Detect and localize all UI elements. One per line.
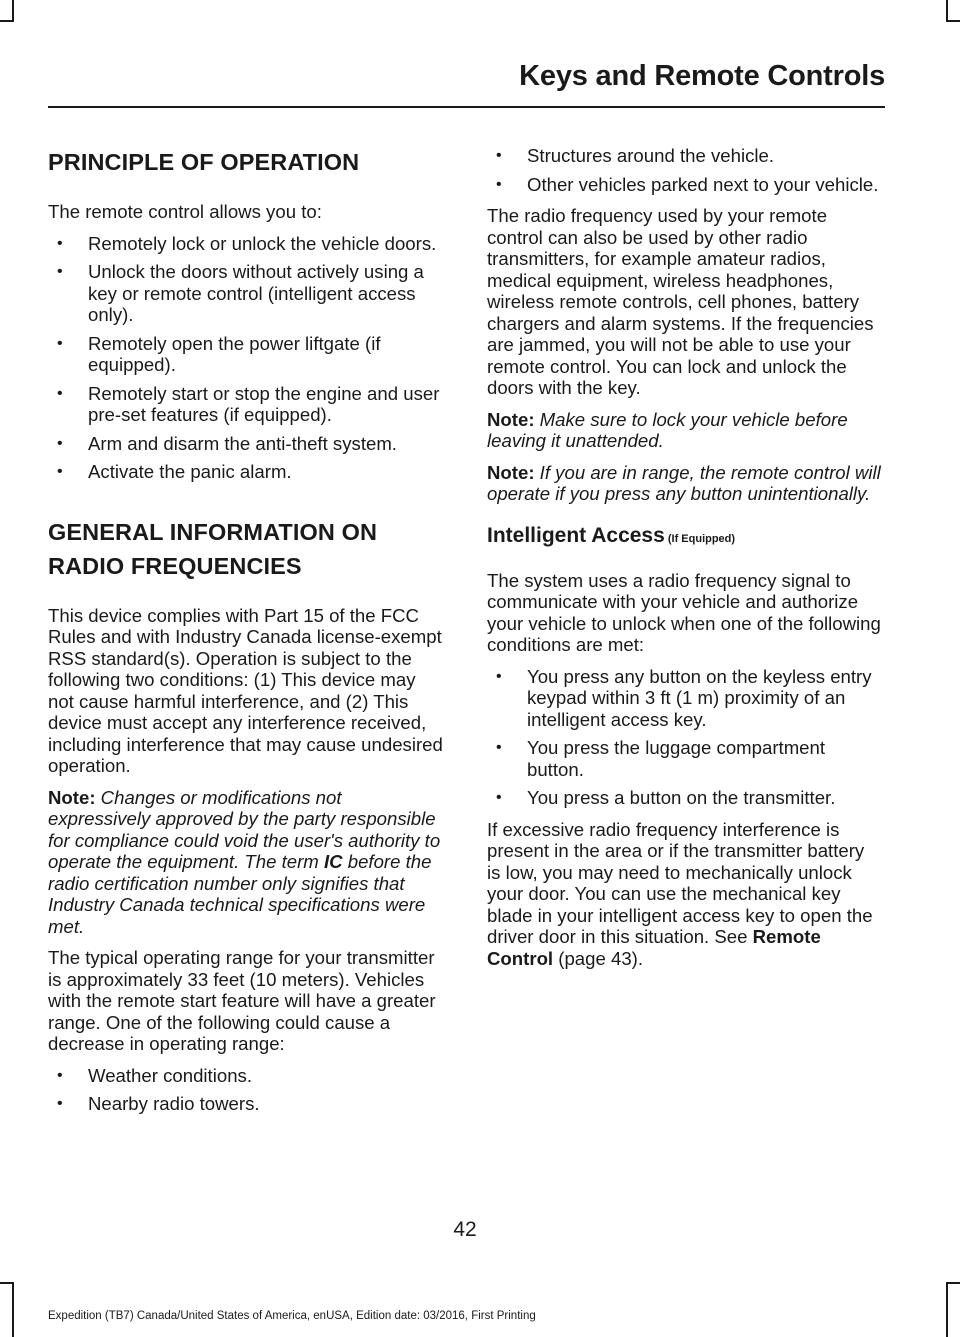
page-title: Keys and Remote Controls	[519, 60, 885, 92]
crop-mark-top-right-h	[946, 20, 960, 22]
list-item: • Unlock the doors without actively using a key or remote control (intelligent access only).	[48, 261, 446, 326]
excessive-interference-paragraph	[487, 819, 882, 970]
note-label: Note:	[487, 408, 535, 430]
header-rule	[48, 106, 885, 108]
crop-mark-top-left-h	[0, 20, 14, 22]
radio-frequency-paragraph: The radio frequency used by your remote control can also be used by other radio transmitters, for example amateur radios, medical equipment, wireless headphones, wireless remote controls, cell phones, battery chargers and alarm systems. If the frequencies are jammed, you will not be able to use your remote control. You can lock and unlock the doors with the key.	[487, 205, 874, 398]
range-factors-list	[48, 1065, 446, 1115]
paragraph-text-a: If excessive radio frequency interference is present in the area or if the transmitter battery is low, you may need to mechanically unlock your door. You can use the mechanical key blade in your intelligent access key to open the driver door in this situation. See	[487, 818, 873, 947]
list-item: • You press the luggage compartment button.	[487, 737, 882, 780]
heading-general-information	[48, 515, 446, 583]
note-text-b: before the radio certification number only signifies that Industry Canada technical specifications were met.	[48, 851, 432, 937]
heading-intelligent-access	[487, 523, 882, 552]
heading-principle-of-operation: PRINCIPLE OF OPERATION	[48, 149, 360, 175]
system-paragraph: The system uses a radio frequency signal to communicate with your vehicle and authorize your vehicle to unlock when one of the following conditions are met:	[487, 569, 881, 655]
remote-control-link[interactable]: Remote Control	[487, 926, 821, 969]
note-label: Note:	[487, 461, 535, 483]
list-item: • You press a button on the transmitter.	[487, 787, 882, 809]
right-column	[487, 145, 882, 979]
heading-qualifier: (If Equipped)	[664, 532, 736, 545]
fcc-paragraph: This device complies with Part 15 of the FCC Rules and with Industry Canada license-exempt RSS standard(s). Operation is subject to the following two conditions: (1) This device may not cause harmful interference, and (2) This device must accept any interference received, including interference that may cause undesired operation.	[48, 604, 443, 776]
list-item: • Arm and disarm the anti-theft system.	[48, 433, 446, 455]
paragraph-text-b: (page 43).	[553, 947, 644, 969]
unlock-conditions-list	[487, 666, 882, 809]
note-changes	[48, 787, 446, 938]
crop-mark-bottom-left-v	[12, 1282, 14, 1337]
list-item: • Nearby radio towers.	[48, 1093, 446, 1115]
note-range	[487, 462, 882, 505]
remote-features-list	[48, 233, 446, 483]
crop-mark-bottom-right-h	[946, 1282, 960, 1284]
crop-mark-bottom-right-v	[946, 1282, 948, 1337]
heading-line-2: RADIO FREQUENCIES	[48, 552, 302, 579]
crop-mark-top-right-v	[946, 0, 948, 22]
heading-text: Intelligent Access	[487, 523, 665, 547]
list-item: • Weather conditions.	[48, 1065, 446, 1087]
list-item: • Remotely start or stop the engine and user pre-set features (if equipped).	[48, 383, 446, 426]
list-item: • Other vehicles parked next to your vehicle.	[487, 174, 882, 196]
note-label: Note:	[48, 786, 96, 808]
list-item: • Remotely lock or unlock the vehicle doors.	[48, 233, 446, 255]
crop-mark-top-left-v	[12, 0, 14, 22]
range-factors-list-continued	[487, 145, 882, 195]
list-item: • You press any button on the keyless entry keypad within 3 ft (1 m) proximity of an intelligent access key.	[487, 666, 882, 731]
note-text-a: Changes or modifications not expressively approved by the party responsible for compliance could void the user's authority to operate the equipment. The term	[48, 786, 441, 872]
page-number: 42	[453, 1218, 477, 1241]
range-paragraph: The typical operating range for your transmitter is approximately 33 feet (10 meters). Vehicles with the remote start feature will have a greater range. One of the following could cause a decrease in operating range:	[48, 947, 436, 1054]
list-item: • Activate the panic alarm.	[48, 461, 446, 483]
page-header	[0, 60, 885, 93]
crop-mark-bottom-left-h	[0, 1282, 14, 1284]
heading-line-1: GENERAL INFORMATION ON	[48, 518, 378, 545]
note-text: If you are in range, the remote control will operate if you press any button unintentionally.	[487, 461, 881, 504]
list-item: • Structures around the vehicle.	[487, 145, 882, 167]
note-lock-vehicle	[487, 409, 882, 452]
list-item: • Remotely open the power liftgate (if equipped).	[48, 333, 446, 376]
note-text: Make sure to lock your vehicle before leaving it unattended.	[487, 408, 848, 451]
note-ic-term: IC	[323, 851, 343, 872]
footer-edition: Expedition (TB7) Canada/United States of America, enUSA, Edition date: 03/2016, First Printing	[48, 1310, 536, 1322]
left-column	[48, 145, 446, 1125]
intro-paragraph: The remote control allows you to:	[48, 201, 322, 222]
